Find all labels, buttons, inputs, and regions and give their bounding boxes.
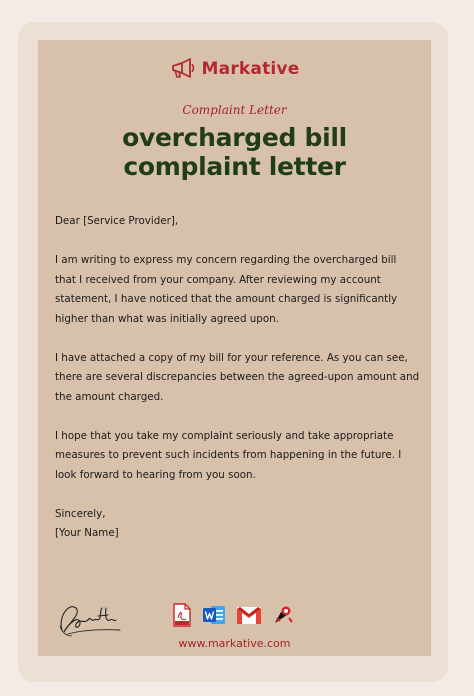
megaphone-icon	[170, 58, 196, 80]
brand-name: Markative	[201, 59, 300, 79]
paragraph-2: I have attached a copy of my bill for your reference. As you can see, there are several discrepancies between the agreed-upon amount and the amount charged.	[55, 351, 420, 403]
letter-title	[38, 123, 431, 181]
letter-body	[55, 212, 420, 544]
brand-header	[38, 58, 431, 80]
title-line-1: overcharged bill	[122, 123, 347, 152]
title-line-2: complaint letter	[123, 152, 346, 181]
closing: Sincerely,	[55, 507, 106, 520]
website-link[interactable]: www.markative.com	[178, 637, 291, 650]
gmail-icon[interactable]	[236, 604, 262, 626]
paragraph-1: I am writing to express my concern regarding the overcharged bill that I received from your company. After reviewing my account statement, I have noticed that the amount charged is significantly higher than what was initially agreed upon.	[55, 254, 398, 325]
letter-sheet	[38, 40, 431, 656]
handwritten-signature	[54, 596, 126, 642]
salutation: Dear [Service Provider],	[55, 215, 179, 227]
pdf-icon[interactable]	[172, 603, 192, 627]
share-icon[interactable]	[272, 604, 294, 626]
paragraph-3: I hope that you take my complaint seriously and take appropriate measures to prevent such incidents from happening in the future. I look forward to hearing from you soon.	[55, 429, 402, 481]
download-icons	[172, 603, 294, 627]
letter-subtitle: Complaint Letter	[182, 103, 287, 117]
sender-name: [Your Name]	[55, 527, 119, 539]
word-icon[interactable]	[202, 603, 226, 627]
